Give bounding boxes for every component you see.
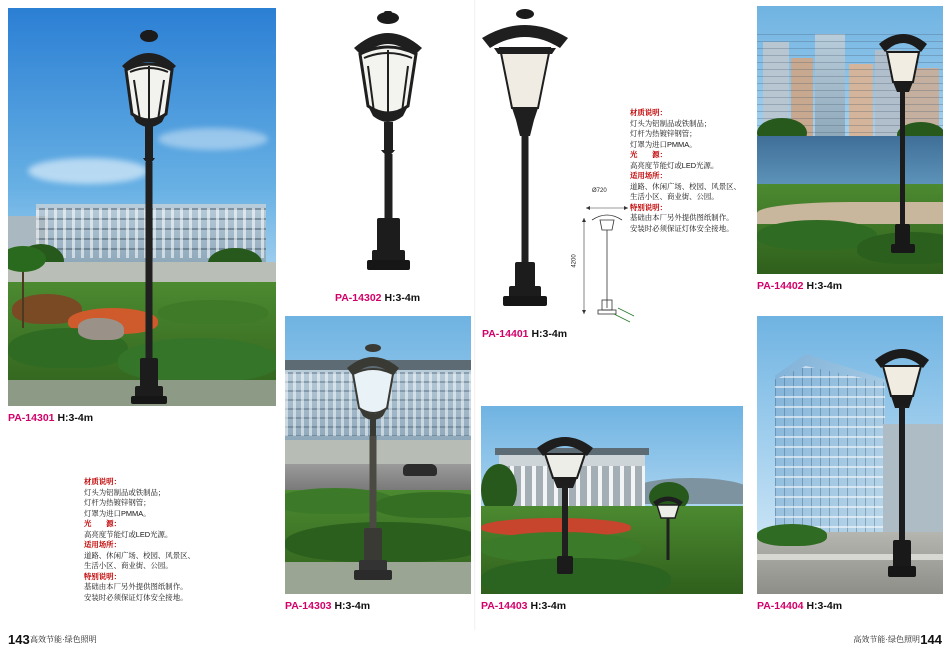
spec-material-line: 灯杆为热镀锌钢管；: [630, 129, 697, 138]
spec-note-line: 基础由本厂另外提供图纸制作。: [84, 582, 188, 591]
spec-usage-line: 道路、休闲广场、校园、风景区、: [84, 550, 195, 560]
lamp-graphic-pa-14301: [104, 22, 194, 406]
folio-left: 143: [8, 632, 30, 647]
spec-material-line: 灯头为铝制品或铁制品；: [84, 487, 166, 497]
spec-material-title: 材质说明：: [84, 477, 121, 486]
lamp-graphic-pa-14302: [318, 6, 458, 286]
product-photo-pa-14402: [757, 6, 943, 274]
product-code: PA-14401: [482, 328, 529, 340]
spec-usage-line: 生活小区、商业街、公园。: [630, 192, 719, 201]
product-photo-pa-14301: [8, 8, 276, 406]
spec-light-line: 高亮度节能灯或LED光源。: [630, 160, 719, 170]
product-photo-pa-14303: [285, 316, 471, 594]
product-code: PA-14302: [335, 292, 382, 304]
spec-light-title: 光 源：: [84, 519, 121, 528]
spec-light-line: 高亮度节能灯或LED光源。: [84, 529, 173, 539]
product-code: PA-14303: [285, 600, 332, 612]
product-size: H:3-4m: [806, 600, 843, 612]
spec-note-line: 基础由本厂另外提供图纸制作。: [630, 213, 734, 222]
spec-material-title: 材质说明：: [630, 108, 667, 117]
product-image-pa-14401: [460, 4, 590, 322]
spec-block-right: [630, 108, 760, 234]
lamp-graphic-pa-14401: [460, 4, 590, 322]
lamp-graphic-pa-14403: [533, 424, 597, 580]
spec-usage-title: 适用场所：: [84, 540, 121, 549]
drawing-height-label: 4200: [571, 254, 578, 268]
caption-pa-14404: [757, 600, 842, 612]
product-size: H:3-4m: [806, 280, 843, 292]
spec-block-left: [84, 477, 214, 603]
product-size: H:3-4m: [57, 412, 94, 424]
caption-pa-14303: [285, 600, 370, 612]
product-size: H:3-4m: [531, 328, 568, 340]
product-photo-pa-14404: [757, 316, 943, 594]
shrub: [757, 524, 827, 546]
product-size: H:3-4m: [384, 292, 421, 304]
spec-usage-line: 道路、休闲广场、校园、风景区、: [630, 181, 741, 191]
caption-pa-14403: [481, 600, 566, 612]
caption-pa-14302: [335, 292, 420, 304]
product-size: H:3-4m: [334, 600, 371, 612]
product-code: PA-14301: [8, 412, 55, 424]
product-code: PA-14402: [757, 280, 804, 292]
footer-text-left: 高效节能·绿色照明: [30, 635, 97, 644]
product-code: PA-14404: [757, 600, 804, 612]
caption-pa-14402: [757, 280, 842, 292]
product-photo-pa-14403: [481, 406, 743, 594]
footer-text-right: 高效节能·绿色照明: [853, 635, 920, 644]
spec-material-line: 灯杆为热镀锌钢管；: [84, 498, 151, 507]
product-code: PA-14403: [481, 600, 528, 612]
page-gutter: [474, 0, 476, 630]
lamp-graphic-pa-14403-far: [651, 490, 685, 568]
caption-pa-14301: [8, 412, 93, 424]
spec-material-line: 灯头为铝制品或铁制品；: [630, 118, 712, 128]
spec-note-line: 安装时必须保证灯体安全接地。: [84, 592, 188, 602]
folio-right: 144: [920, 632, 942, 647]
spec-usage-title: 适用场所：: [630, 171, 667, 180]
spec-material-line: 灯罩为进口PMMA。: [84, 508, 151, 518]
spec-note-title: 特别说明：: [630, 202, 667, 212]
product-image-pa-14302: [318, 6, 458, 286]
lamp-graphic-pa-14402: [873, 22, 933, 266]
lamp-graphic-pa-14404: [869, 334, 935, 590]
spec-material-line: 灯罩为进口PMMA。: [630, 139, 697, 149]
spec-note-line: 安装时必须保证灯体安全接地。: [630, 223, 734, 233]
product-size: H:3-4m: [530, 600, 567, 612]
spec-note-title: 特别说明：: [84, 571, 121, 581]
spec-light-title: 光 源：: [630, 150, 667, 159]
caption-pa-14401: [482, 328, 567, 340]
drawing-top-label: Ø720: [592, 188, 607, 194]
spec-usage-line: 生活小区、商业街、公园。: [84, 561, 173, 570]
lamp-graphic-pa-14303: [337, 338, 409, 588]
